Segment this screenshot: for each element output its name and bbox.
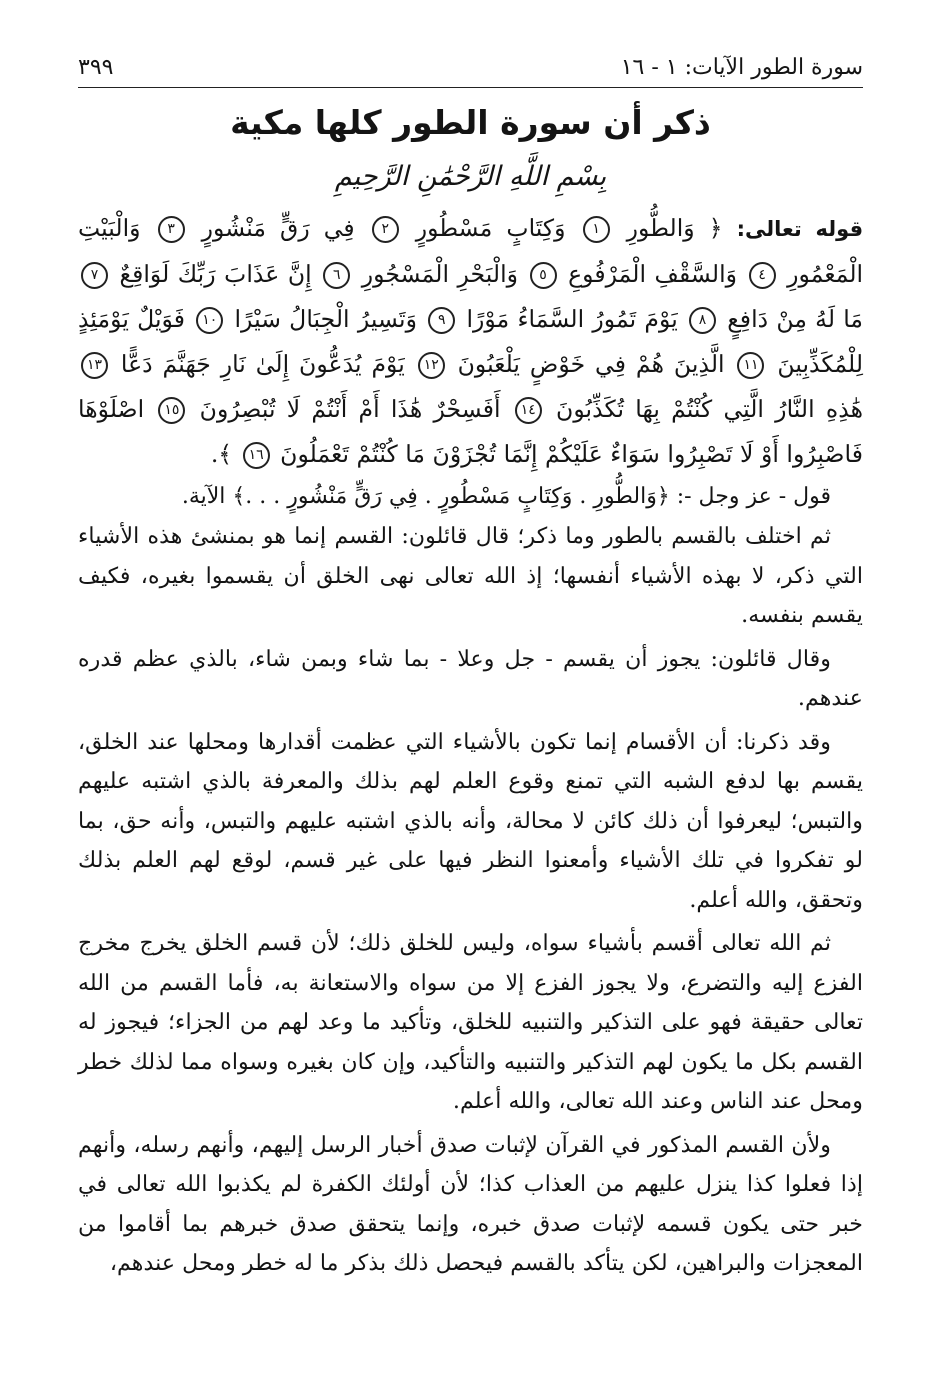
commentary-paragraph: وقال قائلون: يجوز أن يقسم - جل وعلا - بما شاء وبمن شاء، بالذي عظم قدره عندهم. [78,645,863,711]
ayah-text: فَوَيْلٌ يَوْمَئِذٍ لِلْمُكَذِّبِينَ [78,305,864,378]
ayah-number-medallion: ١٥ [158,397,185,424]
ayah-number-medallion: ٩ [428,307,455,334]
quran-verses-block [78,206,863,477]
ayah-number-medallion: ١١ [737,352,764,379]
verses-lead: قوله تعالى: [736,217,864,241]
verse-open-bracket: ﴿ [708,214,723,242]
ayat-list [78,214,863,468]
ayah-text: وَالْبَحْرِ الْمَسْجُورِ [361,260,519,288]
ayah-text: وَالسَّقْفِ الْمَرْفُوعِ [568,260,738,288]
ayah-number-medallion: ٣ [158,216,185,243]
ayah-text: يَوْمَ تَمُورُ السَّمَاءُ مَوْرًا [466,305,678,333]
ayah-number-medallion: ٢ [372,216,399,243]
chapter-title: ذكر أن سورة الطور كلها مكية [230,103,711,142]
ayah-text: مَا لَهُ مِنْ دَافِعٍ [727,305,864,333]
ayah-number-medallion: ٦ [323,262,350,289]
ayah-text: اصْلَوْهَا فَاصْبِرُوا أَوْ لَا تَصْبِرُوا سَوَاءٌ عَلَيْكُمْ إِنَّمَا تُجْزَوْنَ مَا كُنْتُمْ تَعْمَلُونَ [78,395,863,468]
ayah-text: الَّذِينَ هُمْ فِي خَوْضٍ يَلْعَبُونَ [457,350,725,378]
ayah-text: فِي رَقٍّ مَنْشُورٍ [201,214,355,242]
ayah-number-medallion: ١٣ [81,352,108,379]
ayah-text: وَكِتَابٍ مَسْطُورٍ [415,214,566,242]
running-title: سورة الطور الآيات: ١ - ١٦ [620,55,863,80]
ayah-number-medallion: ٤ [749,262,776,289]
ayah-text: وَتَسِيرُ الْجِبَالُ سَيْرًا [234,305,417,333]
ayah-text: هَٰذِهِ النَّارُ الَّتِي كُنْتُمْ بِهَا تُكَذِّبُونَ [556,395,864,423]
ayah-number-medallion: ٥ [530,262,557,289]
basmala: بِسْمِ اللَّهِ الرَّحْمَٰنِ الرَّحِيمِ [334,161,607,192]
commentary-paragraph: ثم الله تعالى أقسم بأشياء سواه، وليس للخلق ذلك؛ لأن قسم الخلق يخرج مخرج الفزع إليه والتضرع، ولا يجوز الفزع إلا من سواه والاستعانة به، فأما القسم من الله تعالى حقيقة فهو على التذكير والتنبيه للخلق، وتأكيد ما وعد لهم من الجزاء؛ فيجوز له القسم بكل ما يكون لهم التذكير والتنبيه والتأكيد، وإن كان بغيره وسواه مما لذلك خطر ومحل عند الناس وعند الله تعالى، والله أعلم. [78,930,863,1114]
verse-quote-line: قول - عز وجل -: ﴿وَالطُّورِ . وَكِتَابٍ مَسْطُورٍ . فِي رَقٍّ مَنْشُورٍ . . .﴾ الآية. [181,484,831,509]
page-header [78,46,863,88]
ayah-text: وَالْبَيْتِ الْمَعْمُورِ [78,214,864,288]
verse-close-bracket: ﴾. [210,440,233,468]
ayah-text: أَفَسِحْرٌ هَٰذَا أَمْ أَنْتُمْ لَا تُبْصِرُونَ [199,395,501,423]
ayah-text: إِنَّ عَذَابَ رَبِّكَ لَوَاقِعٌ [119,260,312,288]
ayah-number-medallion: ١٤ [515,397,542,424]
ayah-number-medallion: ١٦ [243,442,270,469]
commentary-paragraph: وقد ذكرنا: أن الأقسام إنما تكون بالأشياء التي عظمت أقدارها ومحلها عند الخلق، يقسم بها لدفع الشبه التي تمنع وقوع العلم لهم بذلك والمعرفة بالذي اشتبه عليهم والتبس؛ ليعرفوا أن ذلك كائن لا محالة، وأنه بالذي اشتبه عليهم والتبس، وأنه حق، بما لو تفكروا في تلك الأشياء وأمعنوا النظر فيها على غير قسم، لوقع لهم العلم بذلك وتحقق، والله أعلم. [78,728,863,913]
commentary-paragraph: ولأن القسم المذكور في القرآن لإثبات صدق أخبار الرسل إليهم، وأنهم رسله، وأنهم إذا فعلوا كذا ينزل عليهم من العذاب كذا؛ لأن أولئك الكفرة لم يكذبوا الله تعالى في خبر حتى يكون قسمه لإثبات صدق خبره، وإنما يتحقق صدق خبرهم بما أقاموا من المعجزات والبراهين، لكن يتأكد بالقسم فيحصل ذلك بذكر ما له خطر ومحل عندهم، [78,1131,863,1276]
ayah-number-medallion: ٧ [81,262,108,289]
commentary-paragraph: ثم اختلف بالقسم بالطور وما ذكر؛ قال قائلون: القسم إنما هو بمنشئ هذه الأشياء التي ذكر، لا بهذه الأشياء أنفسها؛ إذ الله تعالى نهى الخلق أن يقسموا بغيره، فكيف يقسم بنفسه. [78,523,863,628]
ayah-number-medallion: ١٢ [418,352,445,379]
ayah-text: وَالطُّورِ [626,214,695,242]
ayah-number-medallion: ٨ [689,307,716,334]
ayah-number-medallion: ١٠ [196,307,223,334]
page-number: ٣٩٩ [78,55,114,80]
ayah-text: يَوْمَ يُدَعُّونَ إِلَىٰ نَارِ جَهَنَّمَ دَعًّا [120,350,405,378]
ayah-number-medallion: ١ [583,216,610,243]
